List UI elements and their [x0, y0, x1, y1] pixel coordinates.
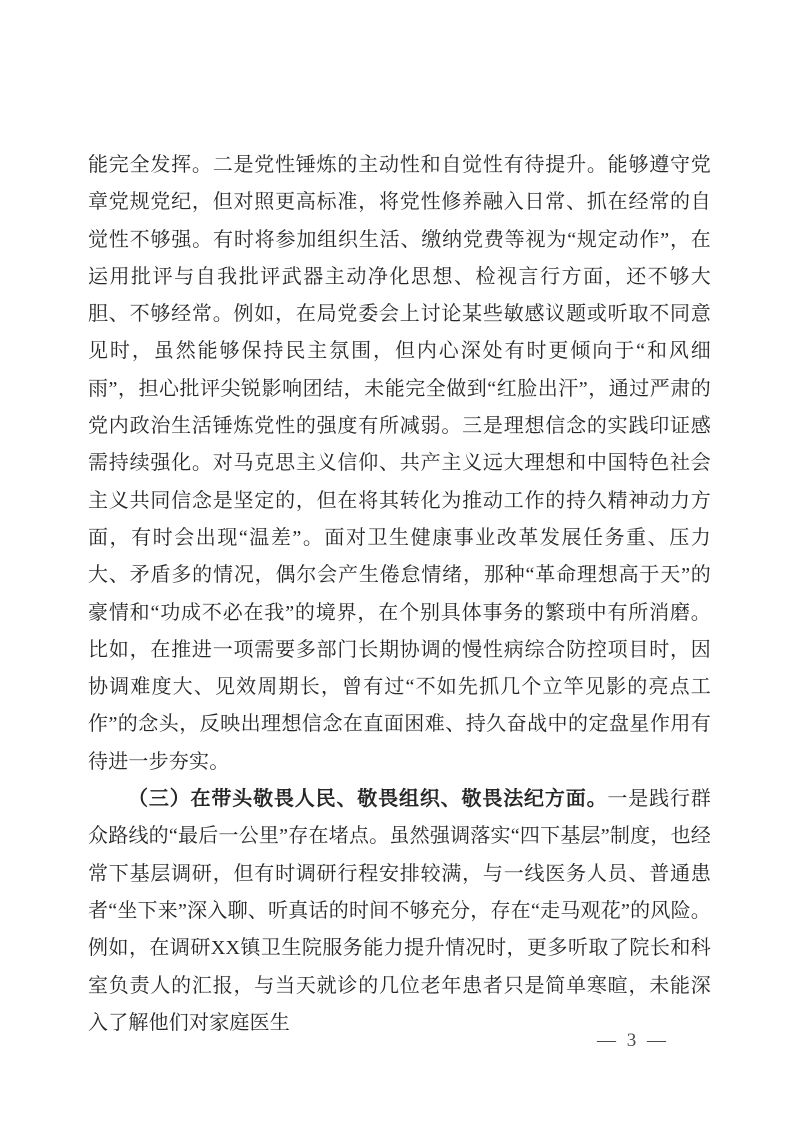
document-body — [88, 147, 711, 1042]
section-heading: （三）在带头敬畏人民、敬畏组织、敬畏法纪方面。 — [128, 788, 608, 811]
body-text: 能完全发挥。二是党性锤炼的主动性和自觉性有待提升。能够遵守党章党规党纪，但对照更高标准，将党性修养融入日常、抓在经常的自觉性不够强。有时将参加组织生活、缴纳党费等视为“规定动作”，在运用批评与自我批评武器主动净化思想、检视言行方面，还不够大胆、不够经常。例如，在局党委会上讨论某些敏感议题或听取不同意见时，虽然能够保持民主氛围，但内心深处有时更倾向于“和风细雨”，担心批评尖锐影响团结，未能完全做到“红脸出汗”，通过严肃的党内政治生活锤炼党性的强度有所减弱。三是理想信念的实践印证感需持续强化。对马克思主义信仰、共产主义远大理想和中国特色社会主义共同信念是坚定的，但在将其转化为推动工作的持久精神动力方面，有时会出现“温差”。面对卫生健康事业改革发展任务重、压力大、矛盾多的情况，偶尔会产生倦怠情绪，那种“革命理想高于天”的豪情和“功成不必在我”的境界，在个别具体事务的繁琐中有所消磨。比如，在推进一项需要多部门长期协调的慢性病综合防控项目时，因协调难度大、见效周期长，曾有过“不如先抓几个立竿见影的亮点工作”的念头，反映出理想信念在直面困难、持久奋战中的定盘星作用有待进一步夯实。 — [88, 154, 711, 773]
paragraph-section-three — [88, 781, 711, 1042]
paragraph-continuation — [88, 147, 711, 781]
page-number: — 3 — — [597, 1030, 669, 1051]
body-text: 一是践行群众路线的“最后一公里”存在堵点。虽然强调落实“四下基层”制度，也经常下基层调研，但有时调研行程安排较满，与一线医务人员、普通患者“坐下来”深入聊、听真话的时间不够充分，存在“走马观花”的风险。例如，在调研XX镇卫生院服务能力提升情况时，更多听取了院长和科室负责人的汇报，与当天就诊的几位老年患者只是简单寒暄，未能深入了解他们对家庭医生 — [88, 788, 711, 1034]
